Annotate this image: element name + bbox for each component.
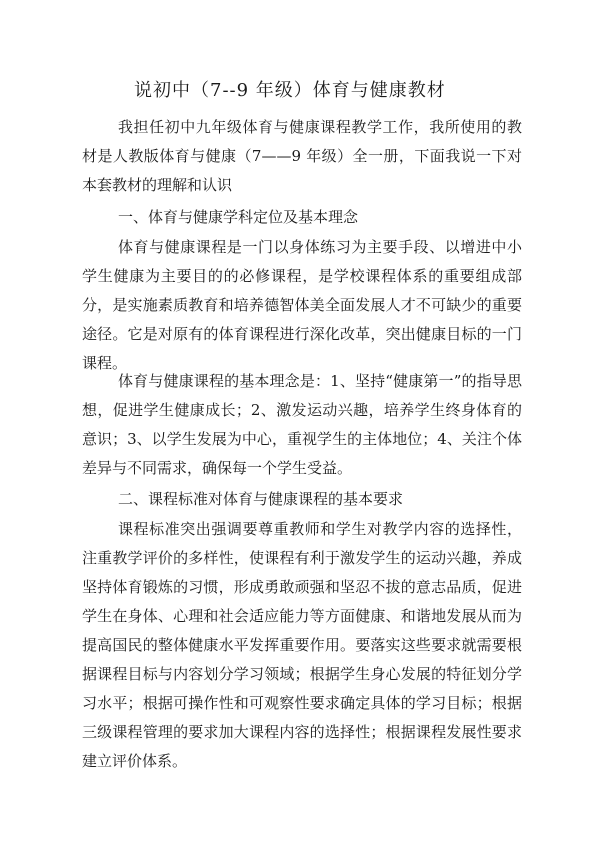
section-heading-1: 一、体育与健康学科定位及基本理念 — [118, 208, 359, 226]
intro-paragraph: 我担任初中九年级体育与健康课程教学工作，我所使用的教材是人教版体育与健康（7——9 年级）全一册，下面我说一下对本套教材的理解和认识 — [82, 118, 522, 194]
section-1-paragraph-2: 体育与健康课程的基本理念是：1、坚持“健康第一”的指导思想，促进学生健康成长；2、激发运动兴趣，培养学生终身体育的意识；3、以学生发展为中心，重视学生的主体地位；4、关注个体差异与不同需求，确保每一个学生受益。 — [82, 372, 522, 477]
document-title: 说初中（7--9 年级）体育与健康教材 — [134, 80, 446, 101]
section-2-paragraph-1: 课程标准突出强调要尊重教师和学生对教学内容的选择性，注重教学评价的多样性，使课程有利于激发学生的运动兴趣，养成坚持体育锻炼的习惯，形成勇敢顽强和坚忍不拔的意志品质，促进学生在身体、心理和社会适应能力等方面健康、和谐地发展从而为提高国民的整体健康水平发挥重要作用。要落实这些要求就需要根据课程目标与内容划分学习领域；根据学生身心发展的特征划分学习水平；根据可操作性和可观察性要求确定具体的学习目标；根据三级课程管理的要求加大课程内容的选择性；根据课程发展性要求建立评价体系。 — [82, 520, 522, 770]
section-1-paragraph-1: 体育与健康课程是一门以身体练习为主要手段、以增进中小学生健康为主要目的的必修课程，是学校课程体系的重要组成部分，是实施素质教育和培养德智体美全面发展人才不可缺少的重要途径。它是对原有的体育课程进行深化改革，突出健康目标的一门课程。 — [82, 238, 522, 372]
section-heading-2: 二、课程标准对体育与健康课程的基本要求 — [118, 490, 404, 508]
